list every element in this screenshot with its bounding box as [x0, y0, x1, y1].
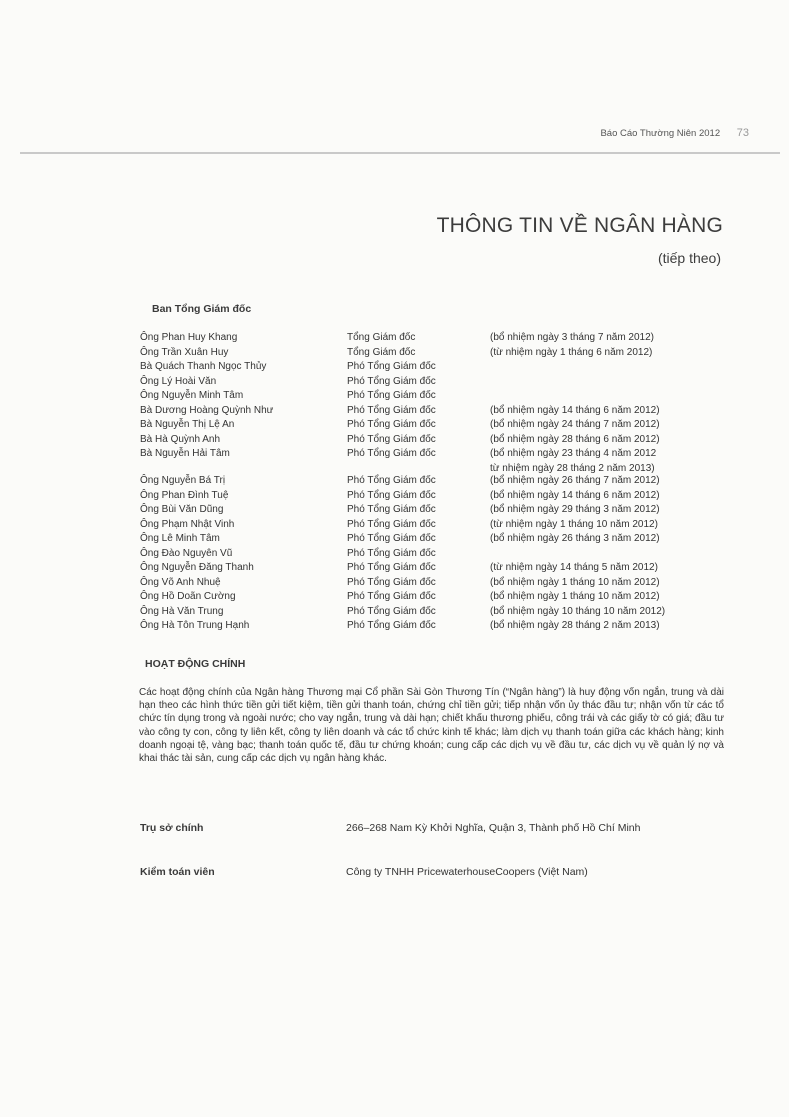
member-name: Bà Hà Quỳnh Anh [140, 433, 221, 445]
page-header [600, 127, 749, 139]
head-office-address: 266–268 Nam Kỳ Khởi Nghĩa, Quận 3, Thành phố Hồ Chí Minh [346, 822, 641, 834]
member-note: (bổ nhiệm ngày 29 tháng 3 năm 2012) [490, 504, 660, 515]
member-note: (bổ nhiệm ngày 1 tháng 10 năm 2012) [490, 576, 660, 588]
page-title: THÔNG TIN VỀ NGÂN HÀNG [436, 214, 723, 237]
member-name: Ông Võ Anh Nhuệ [140, 576, 221, 588]
management-row [140, 590, 760, 605]
member-name: Ông Lý Hoài Văn [140, 375, 217, 387]
management-row [140, 605, 760, 620]
member-position: Phó Tổng Giám đốc [347, 475, 436, 486]
member-name: Ông Hồ Doãn Cường [140, 591, 236, 602]
member-name: Ông Bùi Văn Dũng [140, 504, 224, 515]
management-row [140, 447, 760, 462]
member-note: (bổ nhiệm ngày 26 tháng 7 năm 2012) [490, 475, 660, 486]
member-note: từ nhiệm ngày 28 tháng 2 năm 2013) [490, 462, 655, 474]
management-row [140, 360, 760, 375]
member-name: Bà Nguyễn Thị Lệ An [140, 419, 235, 430]
member-note: (bổ nhiệm ngày 3 tháng 7 năm 2012) [490, 332, 654, 343]
member-name: Ông Hà Văn Trung [140, 605, 224, 617]
member-note: (bổ nhiệm ngày 26 tháng 3 năm 2012) [490, 533, 660, 544]
management-row [140, 331, 760, 346]
header-divider [20, 152, 780, 154]
member-name: Ông Phạm Nhật Vinh [140, 518, 235, 530]
management-row [140, 474, 760, 489]
member-note: (bổ nhiệm ngày 1 tháng 10 năm 2012) [490, 591, 660, 602]
member-position: Phó Tổng Giám đốc [347, 547, 436, 559]
member-name: Ông Đào Nguyên Vũ [140, 547, 233, 559]
member-position: Phó Tổng Giám đốc [347, 361, 436, 372]
member-position: Phó Tổng Giám đốc [347, 605, 436, 617]
management-row [140, 404, 760, 419]
member-note: (từ nhiệm ngày 1 tháng 6 năm 2012) [490, 346, 653, 358]
management-row [140, 532, 760, 547]
member-note: (từ nhiệm ngày 1 tháng 10 năm 2012) [490, 518, 658, 530]
member-name: Bà Quách Thanh Ngọc Thủy [140, 361, 267, 372]
management-group-2 [140, 474, 760, 634]
member-note: (bổ nhiệm ngày 14 tháng 6 năm 2012) [490, 489, 660, 501]
member-position: Phó Tổng Giám đốc [347, 448, 436, 459]
member-name: Ông Phan Huy Khang [140, 332, 238, 343]
member-position: Phó Tổng Giám đốc [347, 404, 436, 416]
member-position: Phó Tổng Giám đốc [347, 591, 436, 602]
management-row [140, 346, 760, 361]
member-position: Phó Tổng Giám đốc [347, 518, 436, 530]
management-row [140, 433, 760, 448]
member-note: (từ nhiệm ngày 14 tháng 5 năm 2012) [490, 562, 658, 573]
management-row [140, 619, 760, 634]
member-name: Bà Nguyễn Hải Tâm [140, 448, 230, 459]
member-name: Ông Nguyễn Bá Trị [140, 475, 226, 486]
member-name: Ông Nguyễn Đăng Thanh [140, 562, 254, 573]
member-position: Tổng Giám đốc [347, 346, 416, 358]
management-row [140, 375, 760, 390]
head-office-label: Trụ sở chính [140, 822, 204, 834]
member-position: Phó Tổng Giám đốc [347, 504, 436, 515]
member-position: Phó Tổng Giám đốc [347, 489, 436, 501]
member-position: Phó Tổng Giám đốc [347, 533, 436, 544]
member-name: Ông Nguyễn Minh Tâm [140, 390, 244, 401]
member-note: (bổ nhiệm ngày 24 tháng 7 năm 2012) [490, 419, 660, 430]
member-position: Phó Tổng Giám đốc [347, 562, 436, 573]
management-row [140, 518, 760, 533]
member-name: Bà Dương Hoàng Quỳnh Như [140, 404, 274, 416]
auditor-label: Kiểm toán viên [140, 866, 215, 878]
member-name: Ông Hà Tôn Trung Hạnh [140, 620, 250, 631]
member-position: Phó Tổng Giám đốc [347, 433, 436, 445]
member-note: (bổ nhiệm ngày 28 tháng 2 năm 2013) [490, 620, 660, 631]
member-position: Phó Tổng Giám đốc [347, 390, 436, 401]
member-name: Ông Lê Minh Tâm [140, 533, 220, 544]
management-row [140, 547, 760, 562]
member-name: Ông Phan Đình Tuệ [140, 489, 229, 501]
member-position: Phó Tổng Giám đốc [347, 375, 436, 387]
activities-title: HOẠT ĐỘNG CHÍNH [145, 658, 246, 670]
management-row [140, 561, 760, 576]
management-row [140, 576, 760, 591]
management-row [140, 489, 760, 504]
auditor-name: Công ty TNHH PricewaterhouseCoopers (Việt Nam) [346, 866, 588, 878]
management-row [140, 418, 760, 433]
member-position: Tổng Giám đốc [347, 332, 416, 343]
page-number: 73 [736, 127, 749, 139]
member-position: Phó Tổng Giám đốc [347, 419, 436, 430]
report-title: Báo Cáo Thường Niên 2012 [600, 128, 721, 139]
member-note: (bổ nhiệm ngày 28 tháng 6 năm 2012) [490, 433, 660, 445]
management-group-1 [140, 331, 760, 476]
management-row [140, 503, 760, 518]
member-note: (bổ nhiệm ngày 23 tháng 4 năm 2012 [490, 448, 657, 459]
member-note: (bổ nhiệm ngày 14 tháng 6 năm 2012) [490, 404, 660, 416]
activities-body: Các hoạt động chính của Ngân hàng Thương mại Cổ phần Sài Gòn Thương Tín (“Ngân hàng”) là huy động vốn ngắn, trung và dài hạn theo các hình thức tiền gửi tiết kiệm, tiền gửi thanh toán, chứng chỉ tiền gửi; tiếp nhận vốn ủy thác đầu tư; nhận vốn từ các tổ chức tín dụng trong và ngoài nước; cho vay ngắn, trung và dài hạn; chiết khấu thương phiếu, công trái và các giấy tờ có giá; đầu tư vào công ty con, công ty liên kết, công ty liên doanh và các tổ chức kinh tế khác; làm dịch vụ thanh toán giữa các khách hàng; kinh doanh ngoại tệ, vàng bạc; thanh toán quốc tế, đầu tư chứng khoán; cung cấp các dịch vụ về đầu tư, các dịch vụ về quản lý nợ và khai thác tài sản, cung cấp các dịch vụ ngân hàng khác. [139, 687, 724, 765]
member-position: Phó Tổng Giám đốc [347, 620, 436, 631]
member-position: Phó Tổng Giám đốc [347, 576, 436, 588]
management-section-label: Ban Tổng Giám đốc [152, 303, 252, 315]
member-name: Ông Trần Xuân Huy [140, 346, 229, 358]
page-subtitle: (tiếp theo) [657, 250, 721, 266]
member-note: (bổ nhiệm ngày 10 tháng 10 năm 2012) [490, 605, 666, 617]
management-row [140, 389, 760, 404]
